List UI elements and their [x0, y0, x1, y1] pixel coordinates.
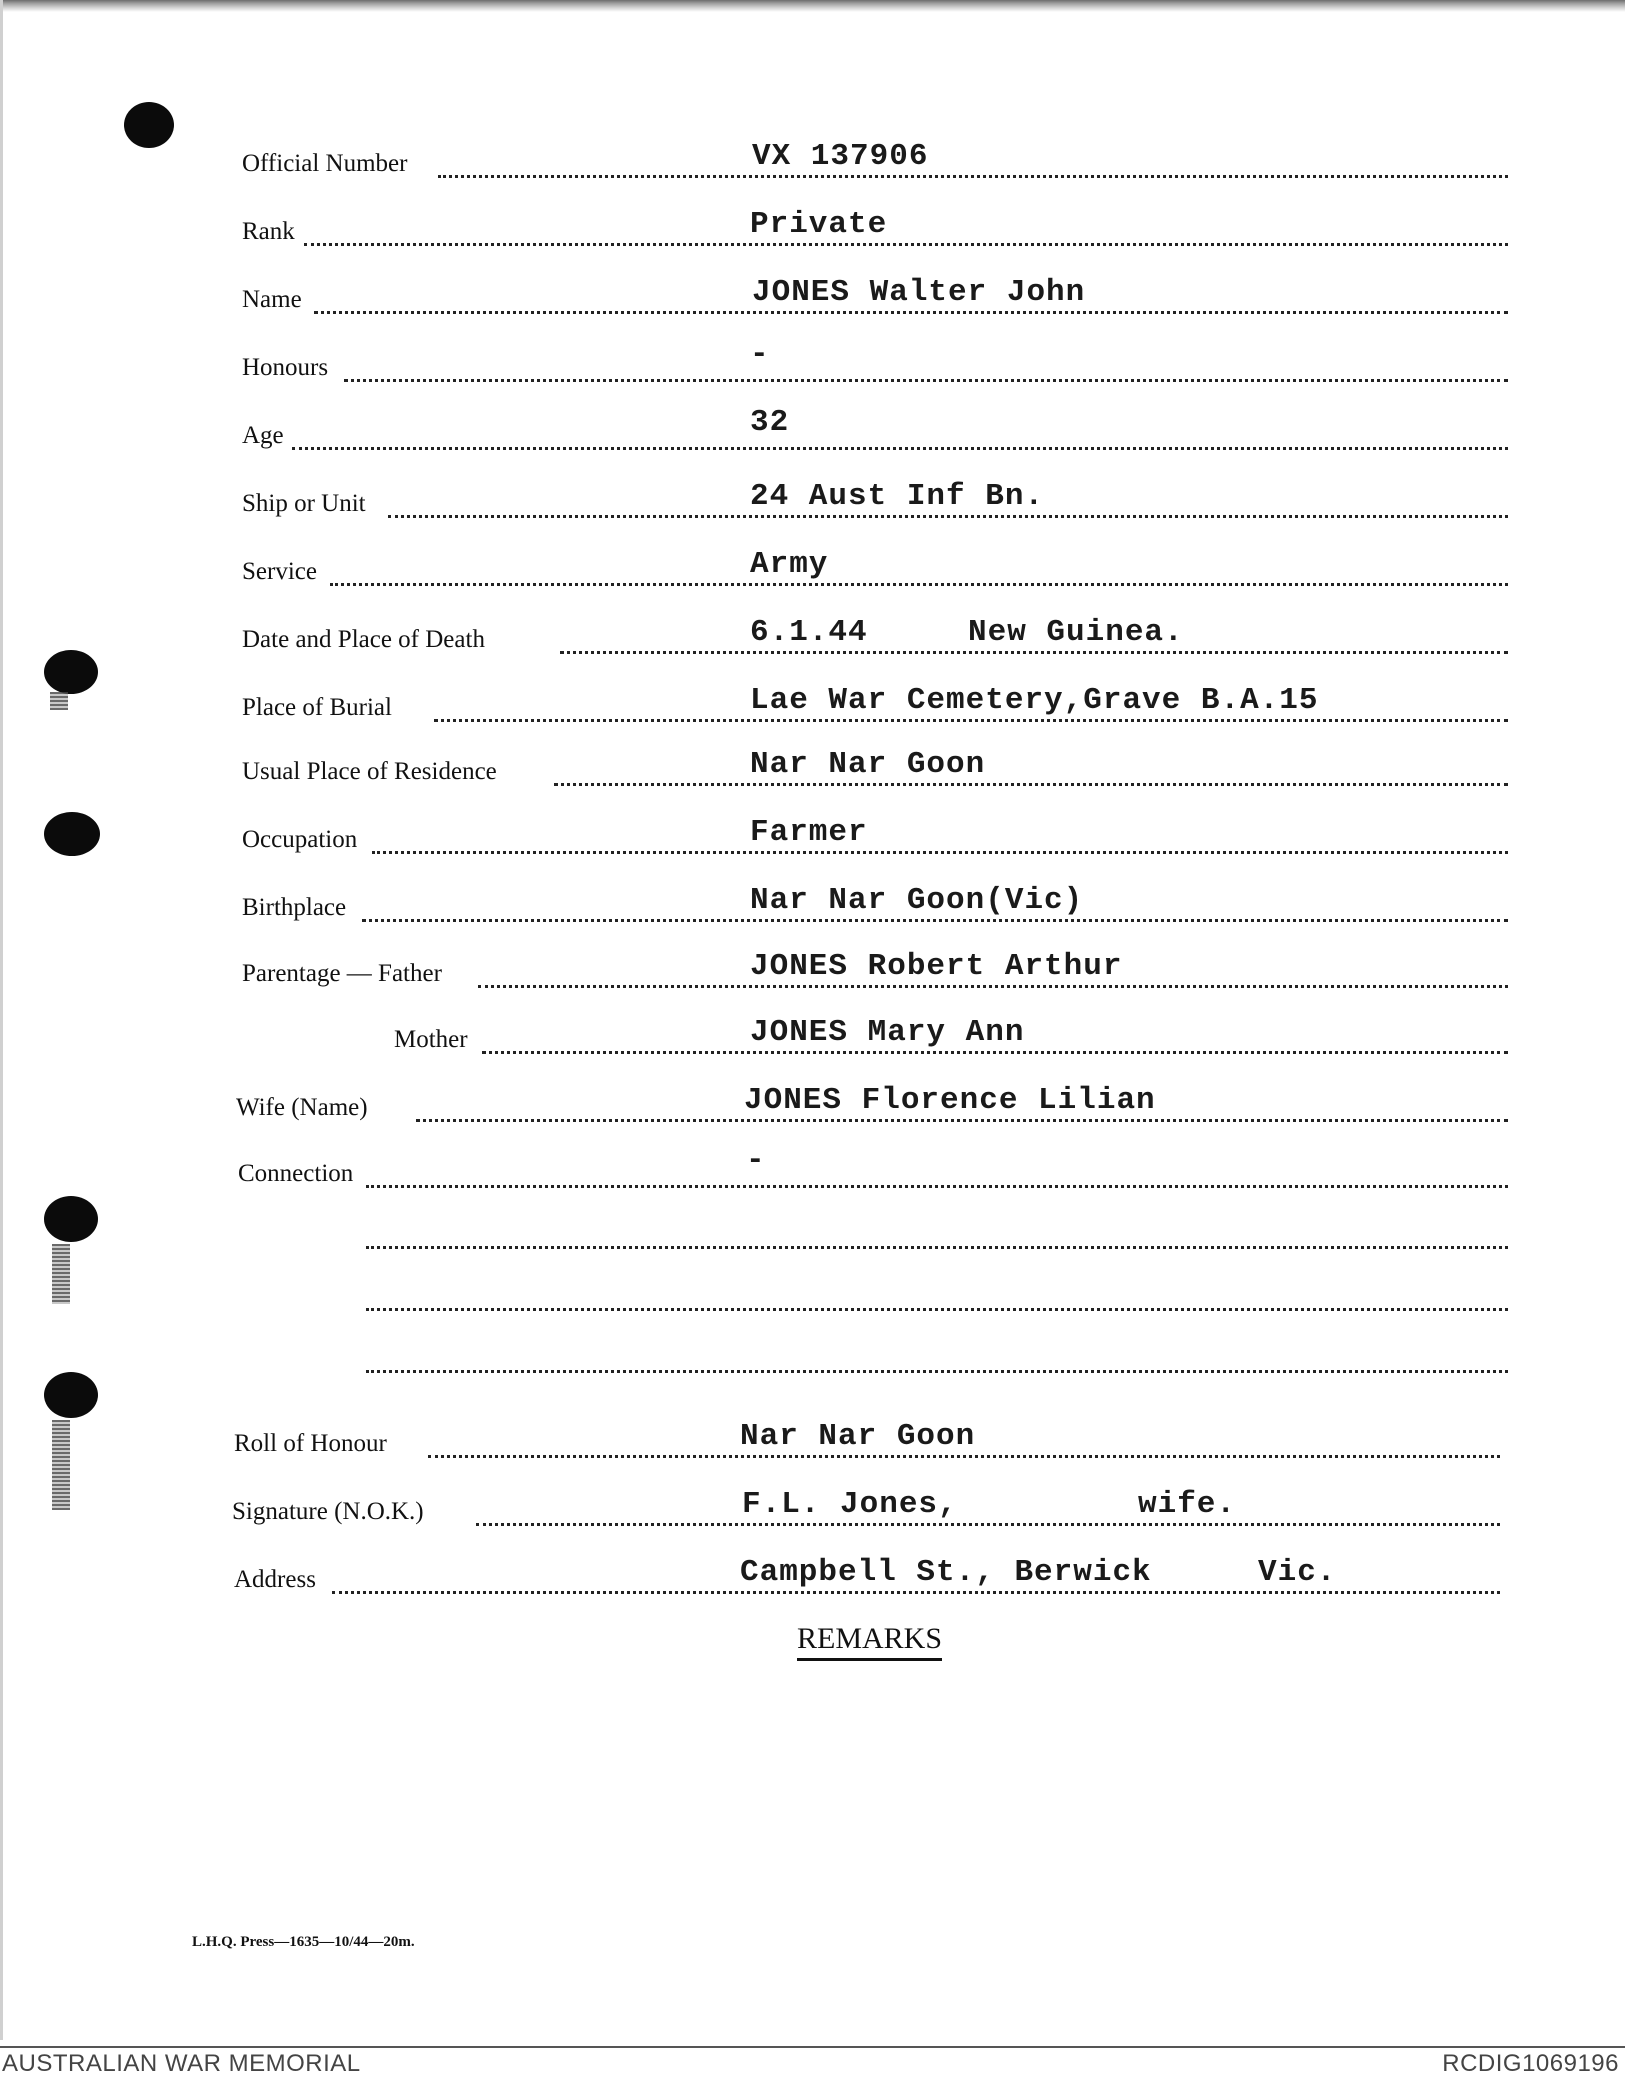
value-signature-name: F.L. Jones,: [742, 1487, 958, 1522]
value-date-of-death: 6.1.44: [750, 615, 868, 650]
field-place-of-burial: [242, 683, 1508, 726]
punch-hole-smear: [52, 1244, 70, 1304]
value-father: JONES Robert Arthur: [750, 949, 1123, 984]
label-honours: Honours: [242, 354, 329, 381]
field-roll-of-honour: [234, 1419, 1500, 1462]
dotted-line: [332, 1591, 1500, 1594]
punch-hole: [124, 102, 174, 148]
label-roll-of-honour: Roll of Honour: [234, 1430, 387, 1457]
footer-institution: AUSTRALIAN WAR MEMORIAL: [2, 2050, 361, 2077]
field-mother: [242, 1015, 1508, 1058]
field-official-number: [242, 139, 1508, 182]
dotted-line: [482, 1051, 1508, 1054]
dotted-line-blank: [366, 1370, 1508, 1373]
scan-top-edge: [0, 0, 1625, 12]
field-usual-residence: [242, 747, 1508, 790]
value-age: 32: [750, 405, 790, 440]
punch-hole: [44, 1196, 98, 1242]
dotted-line-blank: [366, 1308, 1508, 1311]
dotted-line: [428, 1455, 1500, 1458]
scan-left-edge: [0, 0, 3, 2040]
field-date-place-of-death: [242, 615, 1508, 658]
label-official-number: Official Number: [242, 150, 408, 177]
remarks-heading: REMARKS: [797, 1622, 942, 1661]
value-official-number: VX 137906: [752, 139, 929, 174]
label-signature: Signature (N.O.K.): [232, 1498, 424, 1525]
value-wife: JONES Florence Lilian: [744, 1083, 1156, 1118]
field-ship-or-unit: [242, 479, 1508, 522]
dotted-line: [478, 985, 1508, 988]
value-usual-residence: Nar Nar Goon: [750, 747, 986, 782]
field-rank: [242, 207, 1508, 250]
value-birthplace: Nar Nar Goon(Vic): [750, 883, 1084, 918]
label-usual-residence: Usual Place of Residence: [242, 758, 497, 785]
value-rank: Private: [750, 207, 888, 242]
punch-hole: [44, 812, 100, 856]
dotted-line: [292, 447, 1508, 450]
field-wife: [236, 1083, 1508, 1126]
value-name: JONES Walter John: [752, 275, 1086, 310]
field-age: [242, 405, 1508, 454]
label-address: Address: [234, 1566, 316, 1593]
field-birthplace: [242, 883, 1508, 926]
value-signature-relation: wife.: [1138, 1487, 1237, 1522]
value-address-street: Campbell St., Berwick: [740, 1555, 1152, 1590]
dotted-line-blank: [366, 1246, 1508, 1249]
printer-imprint: L.H.Q. Press—1635—10/44—20m.: [192, 1934, 415, 1950]
label-occupation: Occupation: [242, 826, 358, 853]
dotted-line: [314, 311, 1508, 314]
dotted-line: [554, 783, 1508, 786]
dotted-line: [304, 243, 1508, 246]
dotted-line: [344, 379, 1508, 382]
label-date-place-of-death: Date and Place of Death: [242, 626, 485, 653]
footer-rule: [0, 2046, 1625, 2048]
dotted-line: [560, 651, 1508, 654]
label-rank: Rank: [242, 218, 295, 245]
value-service: Army: [750, 547, 829, 582]
punch-hole-smear: [52, 1420, 70, 1510]
dotted-line: [476, 1523, 1500, 1526]
footer-record-id: RCDIG1069196: [1442, 2050, 1619, 2077]
dotted-line: [366, 1185, 1508, 1188]
value-address-state: Vic.: [1258, 1555, 1337, 1590]
field-signature: [232, 1487, 1500, 1530]
dotted-line: [330, 583, 1508, 586]
value-honours: -: [750, 337, 770, 372]
value-mother: JONES Mary Ann: [750, 1015, 1025, 1050]
value-place-of-burial: Lae War Cemetery,Grave B.A.15: [750, 683, 1319, 718]
value-occupation: Farmer: [750, 815, 868, 850]
field-occupation: [242, 815, 1508, 858]
label-name: Name: [242, 286, 302, 313]
field-name: [242, 275, 1508, 318]
label-age: Age: [242, 422, 284, 449]
label-service: Service: [242, 558, 317, 585]
label-wife: Wife (Name): [236, 1094, 368, 1121]
label-mother: Mother: [394, 1026, 468, 1053]
dotted-line: [434, 719, 1508, 722]
label-birthplace: Birthplace: [242, 894, 347, 921]
dotted-line: [372, 851, 1508, 854]
field-connection: [238, 1143, 1508, 1192]
punch-hole-smear: [50, 692, 68, 710]
field-address: [234, 1555, 1500, 1598]
punch-hole: [44, 1372, 98, 1418]
value-connection: -: [746, 1143, 766, 1178]
dotted-line: [362, 919, 1508, 922]
dotted-line: [388, 515, 1508, 518]
value-ship-or-unit: 24 Aust Inf Bn.: [750, 479, 1045, 514]
label-ship-or-unit: Ship or Unit: [242, 490, 366, 517]
label-father: Parentage — Father: [242, 960, 442, 987]
field-service: [242, 547, 1508, 590]
field-father: [242, 949, 1508, 992]
field-honours: [242, 337, 1508, 386]
value-place-of-death: New Guinea.: [968, 615, 1184, 650]
dotted-line: [438, 175, 1508, 178]
punch-hole: [44, 650, 98, 694]
label-connection: Connection: [238, 1160, 354, 1187]
dotted-line: [416, 1119, 1508, 1122]
value-roll-of-honour: Nar Nar Goon: [740, 1419, 976, 1454]
label-place-of-burial: Place of Burial: [242, 694, 392, 721]
